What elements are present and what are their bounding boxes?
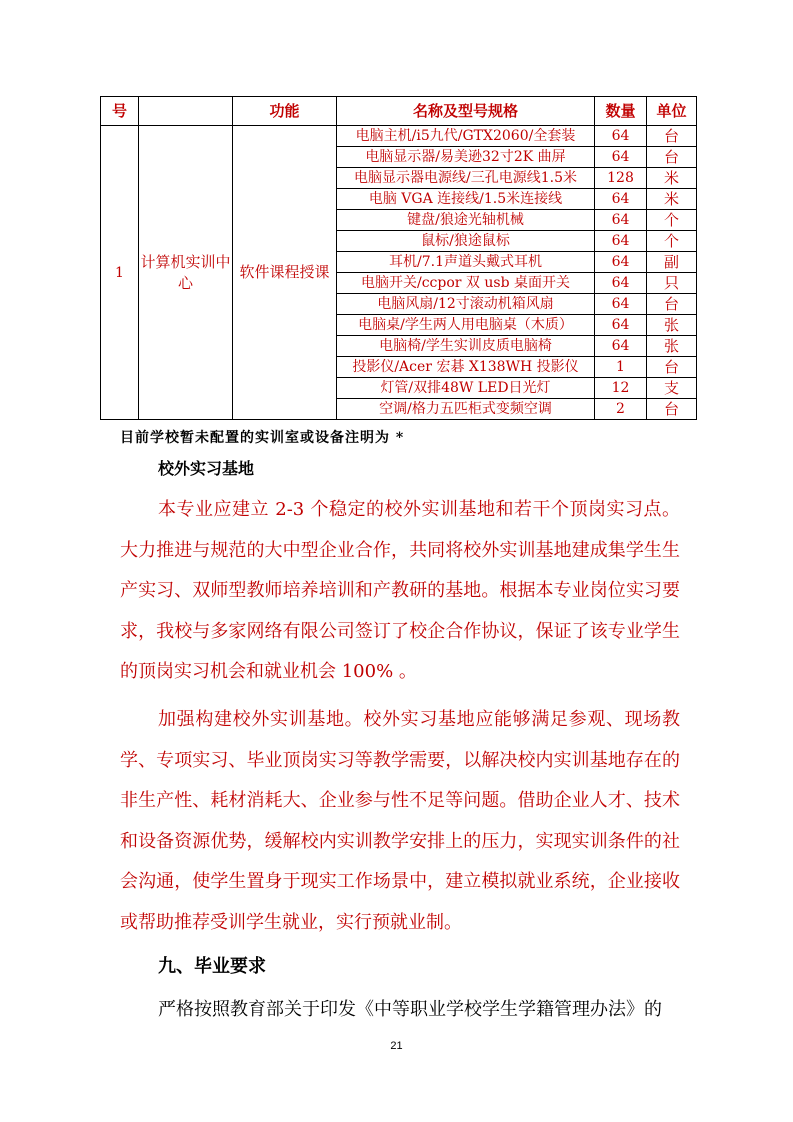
item-quantity-cell: 64 <box>595 231 647 252</box>
table-row <box>101 126 697 147</box>
item-name-cell: 电脑桌/学生两人用电脑桌（木质） <box>337 315 595 336</box>
item-quantity-cell: 64 <box>595 273 647 294</box>
paragraph-1: 本专业应建立 2-3 个稳定的校外实训基地和若干个顶岗实习点。大力推进与规范的大中型企业合作，共同将校外实训基地建成集学生生产实习、双师型教师培养培训和产教研的基地。根据本专业岗位实习要求，我校与多家网络有限公司签订了校企合作协议，保证了该专业学生的顶岗实习机会和就业机会 100% 。 <box>120 499 680 682</box>
item-unit-cell: 台 <box>647 147 697 168</box>
item-name-cell: 电脑风扇/12寸滚动机箱风扇 <box>337 294 595 315</box>
item-unit-cell: 副 <box>647 252 697 273</box>
item-name-cell: 电脑 VGA 连接线/1.5米连接线 <box>337 189 595 210</box>
header-name-spec: 名称及型号规格 <box>337 97 595 126</box>
item-unit-cell: 张 <box>647 315 697 336</box>
section-heading: 九、毕业要求 <box>158 956 266 977</box>
header-index: 号 <box>101 97 139 126</box>
item-name-cell: 空调/格力五匹柜式变频空调 <box>337 399 595 420</box>
page-number: 21 <box>390 1040 403 1052</box>
item-quantity-cell: 2 <box>595 399 647 420</box>
item-unit-cell: 米 <box>647 189 697 210</box>
item-unit-cell: 台 <box>647 357 697 378</box>
table-note: 目前学校暂未配置的实训室或设备注明为 * <box>120 430 405 446</box>
header-quantity: 数量 <box>595 97 647 126</box>
item-unit-cell: 张 <box>647 336 697 357</box>
item-unit-cell: 只 <box>647 273 697 294</box>
item-name-cell: 电脑显示器电源线/三孔电源线1.5米 <box>337 168 595 189</box>
item-name-cell: 投影仪/Acer 宏碁 X138WH 投影仪 <box>337 357 595 378</box>
item-quantity-cell: 64 <box>595 294 647 315</box>
header-unit: 单位 <box>647 97 697 126</box>
table-body <box>101 126 697 420</box>
paragraph-3: 严格按照教育部关于印发《中等职业学校学生学籍管理办法》的 <box>158 999 662 1020</box>
item-name-cell: 鼠标/狼途鼠标 <box>337 231 595 252</box>
item-quantity-cell: 64 <box>595 210 647 231</box>
item-quantity-cell: 64 <box>595 336 647 357</box>
item-unit-cell: 台 <box>647 126 697 147</box>
table-header-row <box>101 97 697 126</box>
item-unit-cell: 支 <box>647 378 697 399</box>
group-index-cell: 1 <box>101 126 139 420</box>
sub-heading: 校外实习基地 <box>158 459 255 478</box>
item-unit-cell: 个 <box>647 210 697 231</box>
item-unit-cell: 个 <box>647 231 697 252</box>
header-function: 功能 <box>233 97 337 126</box>
item-name-cell: 电脑椅/学生实训皮质电脑椅 <box>337 336 595 357</box>
item-quantity-cell: 64 <box>595 126 647 147</box>
group-center-cell: 计算机实训中心 <box>139 126 233 420</box>
item-quantity-cell: 1 <box>595 357 647 378</box>
item-unit-cell: 台 <box>647 399 697 420</box>
item-name-cell: 耳机/7.1声道头戴式耳机 <box>337 252 595 273</box>
item-quantity-cell: 12 <box>595 378 647 399</box>
item-unit-cell: 米 <box>647 168 697 189</box>
item-quantity-cell: 64 <box>595 147 647 168</box>
group-function-cell: 软件课程授课 <box>233 126 337 420</box>
item-name-cell: 键盘/狼途光轴机械 <box>337 210 595 231</box>
item-unit-cell: 台 <box>647 294 697 315</box>
item-name-cell: 灯管/双排48W LED日光灯 <box>337 378 595 399</box>
item-name-cell: 电脑显示器/易美逊32寸2K 曲屏 <box>337 147 595 168</box>
equipment-table <box>100 96 697 420</box>
paragraph-2: 加强构建校外实训基地。校外实习基地应能够满足参观、现场教学、专项实习、毕业顶岗实习等教学需要，以解决校内实训基地存在的非生产性、耗材消耗大、企业参与性不足等问题。借助企业人才、技术和设备资源优势，缓解校内实训教学安排上的压力，实现实训条件的社会沟通，使学生置身于现实工作场景中，建立模拟就业系统，企业接收或帮助推荐受训学生就业，实行预就业制。 <box>120 709 680 933</box>
item-quantity-cell: 128 <box>595 168 647 189</box>
header-center <box>139 97 233 126</box>
item-quantity-cell: 64 <box>595 189 647 210</box>
item-quantity-cell: 64 <box>595 315 647 336</box>
item-name-cell: 电脑主机/i5九代/GTX2060/全套装 <box>337 126 595 147</box>
item-name-cell: 电脑开关/ccpor 双 usb 桌面开关 <box>337 273 595 294</box>
item-quantity-cell: 64 <box>595 252 647 273</box>
